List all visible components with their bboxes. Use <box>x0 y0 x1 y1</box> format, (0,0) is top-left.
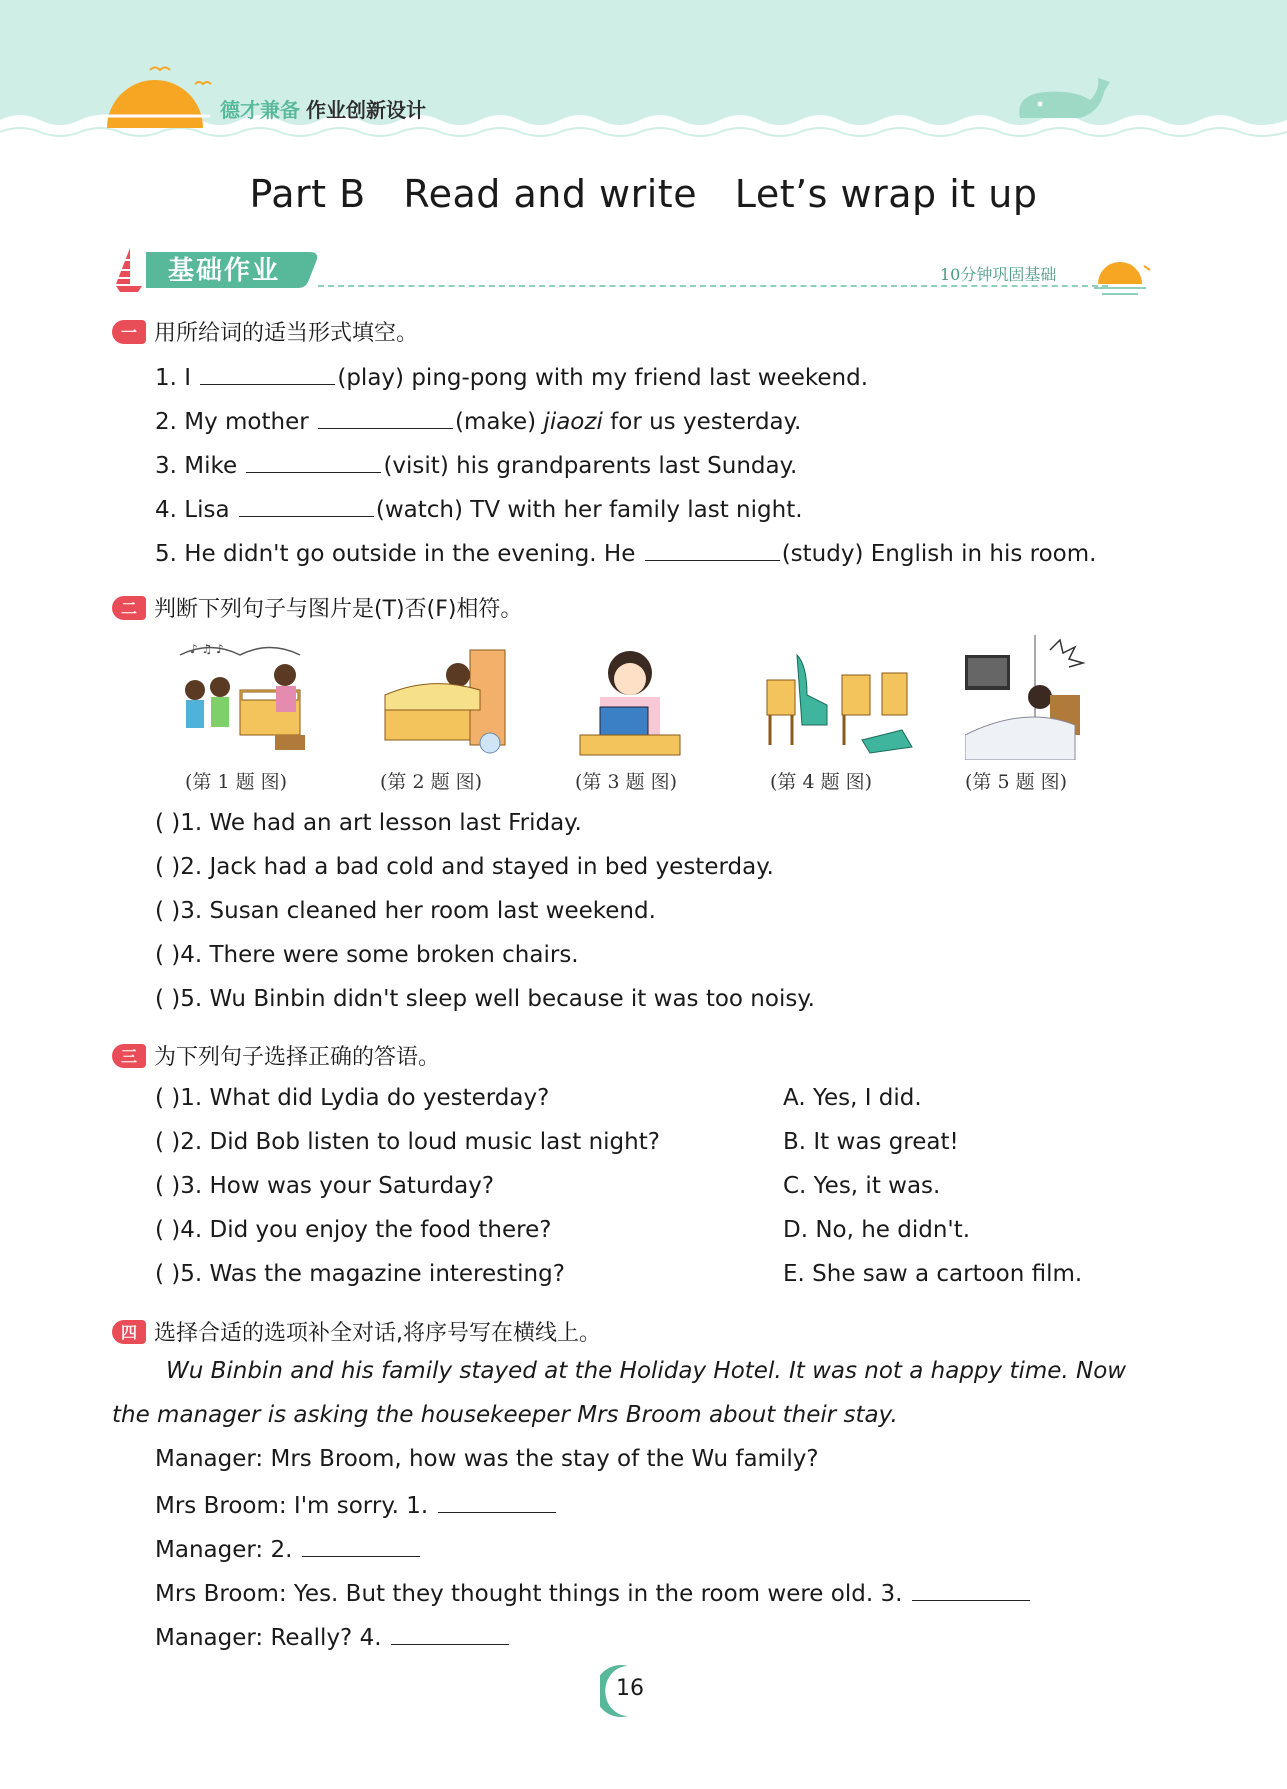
answer-option-a: A. Yes, I did. <box>783 1085 922 1111</box>
answer-blank[interactable] <box>239 494 374 517</box>
answer-blank[interactable] <box>318 406 453 429</box>
bird-icon <box>150 68 170 71</box>
sailboat-icon <box>116 248 142 292</box>
answer-blank[interactable] <box>200 362 335 385</box>
brand-dark: 作业创新设计 <box>306 98 426 122</box>
picture-4-broken-chairs <box>752 635 917 760</box>
section-number: 二 <box>112 596 146 620</box>
intro-line-1: Wu Binbin and his family stayed at the Holiday Hotel. It was not a happy time. Now <box>166 1358 1127 1384</box>
question-3: ( )3. How was your Saturday? <box>155 1173 495 1199</box>
question-5: ( )5. Was the magazine interesting? <box>155 1261 565 1287</box>
answer-option-e: E. She saw a cartoon film. <box>783 1261 1083 1287</box>
section-title: 用所给词的适当形式填空。 <box>154 321 419 346</box>
picture-2-bed <box>370 635 515 760</box>
intro-line-2: the manager is asking the housekeeper Mrs Broom about their stay. <box>112 1402 898 1428</box>
brand-title <box>220 94 426 123</box>
answer-option-c: C. Yes, it was. <box>783 1173 941 1199</box>
picture-5-noisy-night <box>965 635 1090 760</box>
answer-option-d: D. No, he didn't. <box>783 1217 971 1243</box>
judge-item-2: ( )2. Jack had a bad cold and stayed in bed yesterday. <box>155 854 774 880</box>
whale-icon <box>1019 78 1110 118</box>
question-2: ( )2. Did Bob listen to loud music last night? <box>155 1129 660 1155</box>
section-4-header <box>112 1316 601 1347</box>
section-title: 为下列句子选择正确的答语。 <box>154 1045 441 1070</box>
answer-option-b: B. It was great! <box>783 1129 959 1155</box>
picture-caption-2: (第 2 题 图) <box>380 771 483 793</box>
fill-item-3: 3. Mike (visit) his grandparents last Sunday. <box>155 450 797 479</box>
dialogue-line-4: Mrs Broom: Yes. But they thought things in the room were old. 3. <box>155 1578 1032 1607</box>
section-title: 选择合适的选项补全对话,将序号写在横线上。 <box>154 1321 601 1346</box>
judge-item-3: ( )3. Susan cleaned her room last weekend. <box>155 898 656 924</box>
section-number: 三 <box>112 1044 146 1068</box>
svg-text:♪ ♫ ♪: ♪ ♫ ♪ <box>190 642 224 656</box>
dialogue-line-1: Manager: Mrs Broom, how was the stay of the Wu family? <box>155 1446 819 1472</box>
judge-item-1: ( )1. We had an art lesson last Friday. <box>155 810 582 836</box>
banner-label: 基础作业 <box>168 256 281 286</box>
bird-icon <box>195 82 211 84</box>
picture-1-music-class <box>170 635 320 760</box>
question-1: ( )1. What did Lydia do yesterday? <box>155 1085 550 1111</box>
dialogue-line-2: Mrs Broom: I'm sorry. 1. <box>155 1490 558 1519</box>
judge-item-4: ( )4. There were some broken chairs. <box>155 942 579 968</box>
banner-right-label: 10分钟巩固基础 <box>940 265 1057 284</box>
picture-caption-3: (第 3 题 图) <box>575 771 678 793</box>
picture-caption-5: (第 5 题 图) <box>965 771 1068 793</box>
sun-icon <box>100 80 210 128</box>
fill-item-2: 2. My mother (make) jiaozi for us yesterday. <box>155 406 801 435</box>
dialogue-line-3: Manager: 2. <box>155 1534 422 1563</box>
answer-blank[interactable] <box>645 538 780 561</box>
fill-item-4: 4. Lisa (watch) TV with her family last night. <box>155 494 803 523</box>
section-2-header <box>112 592 522 623</box>
section-number: 四 <box>112 1320 146 1344</box>
page-title: Part B Read and write Let’s wrap it up <box>249 172 1038 216</box>
section-title: 判断下列句子与图片是(T)否(F)相符。 <box>154 597 523 622</box>
judge-item-5: ( )5. Wu Binbin didn't sleep well because it was too noisy. <box>155 986 815 1012</box>
answer-blank[interactable] <box>246 450 381 473</box>
section-3-header <box>112 1040 440 1071</box>
fill-item-5: 5. He didn't go outside in the evening. He (study) English in his room. <box>155 538 1096 567</box>
picture-caption-4: (第 4 题 图) <box>770 771 873 793</box>
section-1-header <box>112 316 418 347</box>
fill-item-1: 1. I (play) ping-pong with my friend last weekend. <box>155 362 868 391</box>
brand-colored: 德才兼备 <box>220 98 300 122</box>
section-number: 一 <box>112 320 146 344</box>
dialogue-line-5: Manager: Really? 4. <box>155 1622 511 1651</box>
answer-blank[interactable] <box>391 1622 509 1645</box>
picture-3-reading-girl <box>570 635 690 760</box>
page-number: 16 <box>616 1676 644 1701</box>
answer-blank[interactable] <box>912 1578 1030 1601</box>
picture-caption-1: (第 1 题 图) <box>185 771 288 793</box>
answer-blank[interactable] <box>438 1490 556 1513</box>
header-decoration <box>0 0 1287 160</box>
question-4: ( )4. Did you enjoy the food there? <box>155 1217 552 1243</box>
banner-divider <box>318 285 1108 287</box>
answer-blank[interactable] <box>302 1534 420 1557</box>
small-sun-icon <box>1092 254 1152 300</box>
